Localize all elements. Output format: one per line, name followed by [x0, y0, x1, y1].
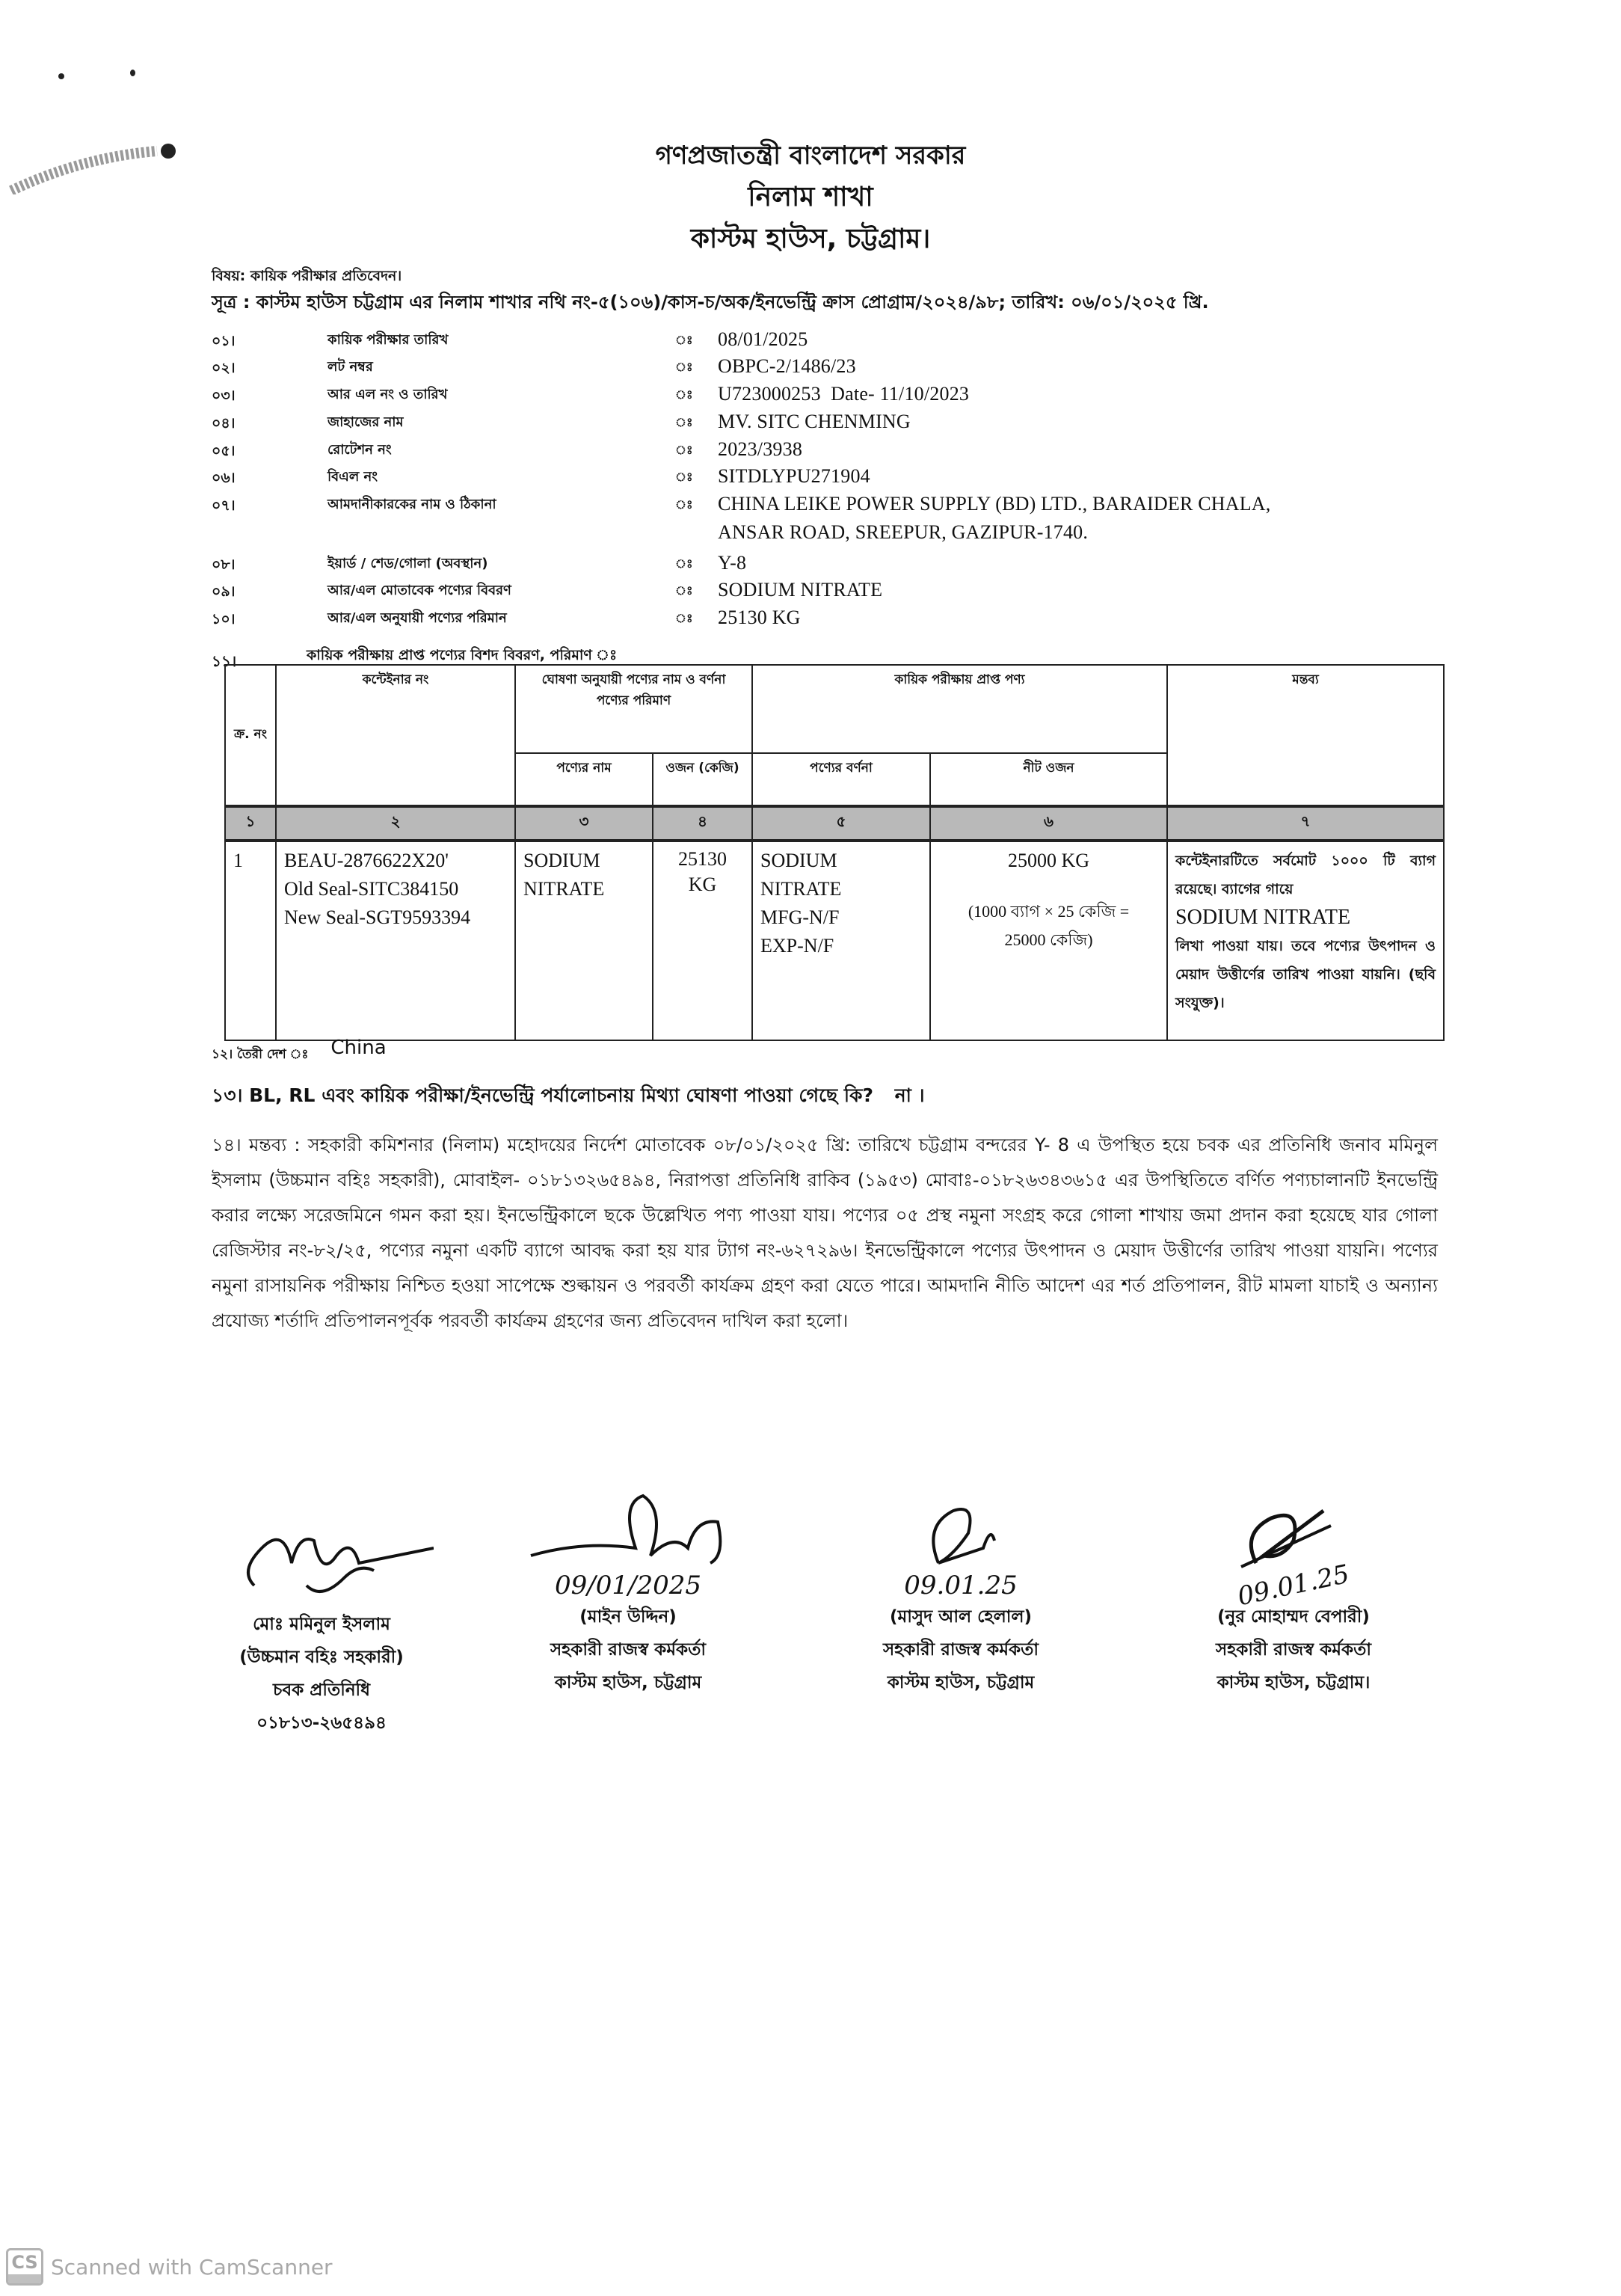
row-colon: ঃ	[675, 415, 693, 429]
section-13-false-declaration	[212, 1081, 925, 1113]
row-value: 25130 KG	[718, 607, 801, 628]
remarks-paragraph: ১৪। মন্তব্য : সহকারী কমিশনার (নিলাম) মহোদয়ের নির্দেশ মোতাবেক ০৮/০১/২০২৫ খ্রি: তারিখে চট্টগ্রাম বন্দরের Y- 8 এ উপস্থিত হয়ে চবক এর প্রতিনিধি জনাব মমিনুল ইসলাম (উচ্চমান বহিঃ সহকারী), মোবাইল- ০১৮১৩২৬৫৪৯৪, নিরাপত্তা প্রতিনিধি রাকিব (১৯৫৩) মোবাঃ-০১৮২৬৩৪৩৬১৫ এর উপস্থিতিতে বর্ণিত পণ্যচালানটি ইনভেন্ট্রি করার লক্ষ্যে সরেজমিনে গমন করা হয়। ইনভেন্ট্রিকালে ছকে উল্লেখিত পণ্য পাওয়া যায়। পণ্যের ০৫ প্রস্থ নমুনা সংগ্রহ করে গোলা শাখায় জমা প্রদান করা হয়েছে যার গোলা রেজিস্টার নং-৮২/২৫, পণ্যের নমুনা একটি ব্যাগে আবদ্ধ করা হয় যার ট্যাগ নং-৬২৭২৯৬। ইনভেন্ট্রিকালে পণ্যের উৎপাদন ও মেয়াদ উত্তীর্ণের তারিখ পাওয়া যায়নি। পণ্যের নমুনা রাসায়নিক পরীক্ষায় নিশ্চিত হওয়া সাপেক্ষে শুল্কায়ন ও পরবর্তী কার্যক্রম গ্রহণ করা যেতে পারে। আমদানি নীতি আদেশ এর শর্ত প্রতিপালন, রীট মামলা যাচাই ও অন্যান্য প্রযোজ্য শর্তাদি প্রতিপালনপূর্বক পরবর্তী কার্যক্রম গ্রহণের জন্য প্রতিবেদন দাখিল করা হলো।	[212, 1135, 1438, 1331]
info-row-vessel-name	[212, 408, 1453, 435]
branch-name: নিলাম শাখা	[748, 182, 873, 212]
net-weight-value: 25000 KG	[1007, 850, 1090, 871]
row-colon: ঃ	[675, 583, 693, 598]
row-value: 08/01/2025	[718, 328, 808, 350]
row-label: লট নম্বর	[327, 359, 373, 375]
row-label: আর এল নং ও তারিখ	[327, 387, 448, 402]
info-row-yard-location	[212, 550, 1453, 577]
row-colon: ঃ	[675, 611, 693, 625]
row-colon: ঃ	[675, 333, 693, 347]
cell-serial: 1	[225, 841, 276, 1040]
section-11-title: কায়িক পরীক্ষায় প্রাপ্ত পণ্যের বিশদ বিবরণ, পরিমাণ ঃ	[307, 647, 618, 663]
row-label: কায়িক পরীক্ষার তারিখ	[327, 332, 449, 348]
row-label: বিএল নং	[327, 469, 378, 485]
signature-block-4	[1144, 1496, 1443, 1699]
row-value: SODIUM NITRATE	[718, 579, 883, 601]
row-colon: ঃ	[675, 443, 693, 457]
row-value: SITDLYPU271904	[718, 465, 870, 487]
office-name: কাস্টম হাউস, চট্টগ্রাম।	[690, 224, 931, 254]
info-row-rl-number	[212, 381, 1453, 408]
handwritten-signature	[516, 1488, 740, 1571]
row-number: ০৮।	[212, 556, 236, 573]
header-found-description: পণ্যের বর্ণনা	[752, 753, 930, 806]
signature-block-2	[479, 1488, 778, 1699]
header-remarks: মন্তব্য	[1167, 665, 1444, 806]
camscanner-text: Scanned with CamScanner	[51, 2254, 333, 2280]
remark-text-part2: লিখা পাওয়া যায়। তবে পণ্যের উৎপাদন ও মেয়াদ উত্তীর্ণের তারিখ পাওয়া যায়নি। (ছবি সংযুক্ত)।	[1175, 938, 1436, 1011]
origin-label: ১২। তৈরী দেশ ঃ	[212, 1047, 309, 1062]
column-number: ১	[225, 806, 276, 841]
row-number: ০৩।	[212, 387, 236, 404]
signatory-org: কাস্টম হাউস, চট্টগ্রাম।	[1216, 1673, 1371, 1692]
row-number: ০৬।	[212, 470, 236, 486]
section-14-remarks	[212, 1128, 1438, 1339]
column-number: ৭	[1167, 806, 1444, 841]
row-value: Y-8	[718, 552, 747, 574]
camscanner-logo-icon	[6, 2248, 43, 2286]
row-number: ০১।	[212, 333, 236, 349]
header-found-group: কায়িক পরীক্ষায় প্রাপ্ত পণ্য	[752, 665, 1167, 753]
signatory-name: (মাইন উদ্দিন)	[579, 1607, 677, 1627]
net-weight-calculation: (1000 ব্যাগ × 25 কেজি = 25000 কেজি)	[968, 902, 1130, 949]
header-serial: ক্র. নং	[225, 665, 276, 806]
camscanner-watermark	[6, 2247, 333, 2286]
scan-dot-mark	[58, 73, 64, 79]
row-label: জাহাজের নাম	[327, 414, 404, 430]
row-label: রোটেশন নং	[327, 442, 392, 458]
signatory-title: সহকারী রাজস্ব কর্মকর্তা	[1215, 1640, 1372, 1660]
table-header-row	[225, 665, 1444, 753]
inspection-table	[224, 664, 1445, 1041]
info-row-exam-date	[212, 326, 1453, 353]
header-declared-name: পণ্যের নাম	[515, 753, 653, 806]
handwritten-signature	[886, 1496, 1036, 1571]
signature-block-1	[172, 1496, 471, 1740]
row-value-line2: ANSAR ROAD, SREEPUR, GAZIPUR-1740.	[718, 521, 1089, 543]
declared-weight-unit: KG	[688, 874, 717, 895]
table-row	[225, 841, 1444, 1040]
info-row-rotation-number	[212, 436, 1453, 463]
header-container: কন্টেইনার নং	[276, 665, 515, 806]
header-declared-group	[515, 665, 752, 753]
signatory-name: (মাসুদ আল হেলাল)	[889, 1607, 1033, 1627]
row-value: U723000253 Date- 11/10/2023	[718, 383, 970, 405]
column-number: ২	[276, 806, 515, 841]
section-12-origin	[212, 1037, 387, 1066]
column-number: ৩	[515, 806, 653, 841]
section-11-number: ১১।	[212, 652, 237, 670]
found-desc-line: EXP-N/F	[760, 935, 834, 957]
header-net-weight: নীট ওজন	[930, 753, 1167, 806]
false-declaration-answer: না ।	[894, 1084, 925, 1106]
info-row-goods-description	[212, 577, 1453, 604]
remark-text-part1: কন্টেইনারটিতে সর্বমোট ১০০০ টি ব্যাগ রয়েছে। ব্যাগের গায়ে	[1175, 853, 1436, 897]
column-number: ৬	[930, 806, 1167, 841]
new-seal: New Seal-SGT9593394	[284, 906, 471, 928]
row-label: আমদানীকারকের নাম ও ঠিকানা	[327, 497, 496, 512]
header-declared-weight: ওজন (কেজি)	[653, 753, 752, 806]
false-declaration-question: ১৩। BL, RL এবং কায়িক পরীক্ষা/ইনভেন্ট্রি পর্যালোচনায় মিথ্যা ঘোষণা পাওয়া গেছে কি?	[212, 1084, 873, 1106]
signatory-name: মোঃ মমিনুল ইসলাম	[253, 1615, 390, 1634]
row-value: OBPC-2/1486/23	[718, 355, 856, 377]
remark-goods-label: SODIUM NITRATE	[1175, 906, 1351, 929]
row-number: ০৫।	[212, 443, 236, 459]
row-number: ০২।	[212, 360, 236, 376]
signature-date: 09/01/2025	[555, 1571, 701, 1600]
row-colon: ঃ	[675, 470, 693, 484]
row-number: ১০।	[212, 611, 236, 627]
found-desc-line: NITRATE	[760, 878, 842, 900]
info-row-goods-quantity	[212, 604, 1453, 631]
signature-date: 09.01.25	[1234, 1559, 1353, 1612]
info-row-importer	[212, 491, 1453, 544]
signatory-org: চবক প্রতিনিধি	[272, 1680, 371, 1700]
declared-weight-value: 25130	[678, 848, 727, 870]
row-label: আর/এল অনুযায়ী পণ্যের পরিমান	[327, 610, 507, 626]
cell-container	[276, 841, 515, 1040]
camscanner-logo-text: CS	[11, 2252, 38, 2273]
cell-declared-name	[515, 841, 653, 1040]
row-label: ইয়ার্ড / শেড/গোলা (অবস্থান)	[327, 556, 488, 571]
column-number-row	[225, 806, 1444, 841]
row-value: MV. SITC CHENMING	[718, 411, 911, 432]
handwritten-signature	[209, 1496, 434, 1608]
declared-name-line: NITRATE	[523, 878, 605, 900]
signature-block-3	[811, 1496, 1110, 1699]
old-seal: Old Seal-SITC384150	[284, 878, 459, 900]
signatory-title: সহকারী রাজস্ব কর্মকর্তা	[550, 1640, 707, 1660]
signatory-org: কাস্টম হাউস, চট্টগ্রাম	[554, 1673, 702, 1692]
row-number: ০৪।	[212, 415, 236, 432]
found-desc-line: MFG-N/F	[760, 906, 840, 928]
row-number: ০৯।	[212, 583, 236, 600]
header-declared-group-line2: পণ্যের পরিমাণ	[596, 693, 671, 708]
subject-line: বিষয়: কায়িক পরীক্ষার প্রতিবেদন।	[212, 268, 402, 284]
signatory-org: কাস্টম হাউস, চট্টগ্রাম	[887, 1673, 1035, 1692]
cell-found-description	[752, 841, 930, 1040]
row-colon: ঃ	[675, 556, 693, 571]
document-header	[0, 135, 1621, 260]
row-label: আর/এল মোতাবেক পণ্যের বিবরণ	[327, 583, 511, 598]
cell-declared-weight	[653, 841, 752, 1040]
container-number: BEAU-2876622X20'	[284, 850, 449, 871]
row-colon: ঃ	[675, 497, 693, 512]
declared-name-line: SODIUM	[523, 850, 600, 871]
cell-net-weight	[930, 841, 1167, 1040]
column-number: ৫	[752, 806, 930, 841]
scan-dot-mark	[130, 70, 135, 76]
government-name: গণপ্রজাতন্ত্রী বাংলাদেশ সরকার	[655, 141, 966, 171]
row-value: 2023/3938	[718, 438, 803, 460]
header-declared-group-line1: ঘোষণা অনুযায়ী পণ্যের নাম ও বর্ণনা	[541, 672, 726, 687]
signature-date: 09.01.25	[904, 1571, 1018, 1600]
column-number: ৪	[653, 806, 752, 841]
found-desc-line: SODIUM	[760, 850, 837, 871]
row-value: CHINA LEIKE POWER SUPPLY (BD) LTD., BARAIDER CHALA,	[718, 493, 1271, 515]
info-row-lot-number	[212, 353, 1453, 380]
signatory-title: সহকারী রাজস্ব কর্মকর্তা	[882, 1640, 1039, 1660]
row-colon: ঃ	[675, 360, 693, 374]
signatory-name: (নুর মোহাম্মদ বেপারী)	[1217, 1607, 1370, 1627]
signatory-title: (উচ্চমান বহিঃ সহকারী)	[239, 1648, 404, 1667]
row-number: ০৭।	[212, 497, 236, 514]
origin-country: China	[330, 1037, 387, 1059]
info-row-bl-number	[212, 463, 1453, 490]
signatory-phone: ০১৮১৩-২৬৫৪৯৪	[256, 1713, 387, 1733]
row-colon: ঃ	[675, 387, 693, 402]
cell-remarks	[1167, 841, 1444, 1040]
reference-line: সূত্র : কাস্টম হাউস চট্টগ্রাম এর নিলাম শাখার নথি নং-৫(১০৬)/কাস-চ/অক/ইনভেন্ট্রি ক্রাস প্রোগ্রাম/২০২৪/৯৮; তারিখ: ০৬/০১/২০২৫ খ্রি.	[212, 292, 1209, 313]
